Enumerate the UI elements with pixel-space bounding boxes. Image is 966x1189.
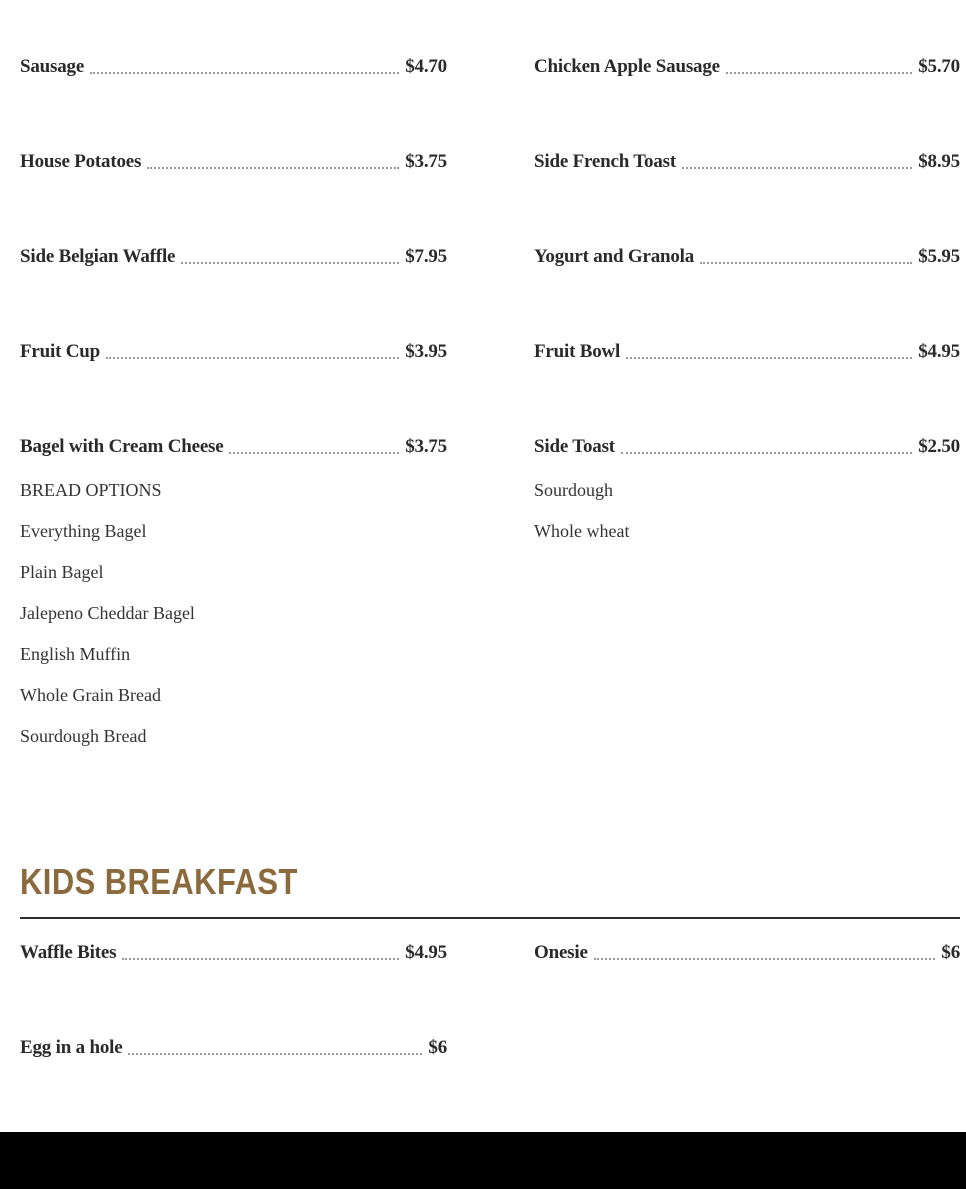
bread-option: Everything Bagel [20, 521, 147, 541]
item-name: Onesie [534, 942, 588, 963]
item-name: Side Toast [534, 436, 615, 457]
kids-left-column [20, 0, 447, 1080]
menu-item [20, 938, 447, 964]
section-title-kids-breakfast: KIDS BREAKFAST [20, 861, 298, 902]
dot-leader [122, 958, 399, 960]
bread-option: English Muffin [20, 644, 131, 664]
toast-option: Sourdough [534, 480, 614, 500]
item-price: $8.95 [918, 151, 960, 172]
item-name: Side French Toast [534, 151, 676, 172]
footer-bar [0, 1132, 966, 1189]
item-price: $2.50 [918, 436, 960, 457]
item-name: Side Belgian Waffle [20, 246, 176, 267]
item-name: Yogurt and Granola [534, 246, 695, 267]
item-name: Waffle Bites [20, 942, 117, 963]
item-price: $3.75 [405, 151, 447, 172]
bread-option: Jalepeno Cheddar Bagel [20, 603, 195, 623]
item-price: $5.95 [918, 246, 960, 267]
bread-option: Plain Bagel [20, 562, 104, 582]
item-price: $4.95 [918, 341, 960, 362]
item-name: Chicken Apple Sausage [534, 56, 720, 77]
item-price: $4.95 [405, 942, 447, 963]
item-price: $7.95 [405, 246, 447, 267]
menu-item [534, 938, 960, 964]
item-name: Egg in a hole [20, 1037, 123, 1058]
item-name: Sausage [20, 56, 85, 77]
item-name: Fruit Cup [20, 341, 101, 362]
dot-leader [128, 1053, 422, 1055]
item-price: $6 [941, 942, 960, 963]
item-price: $4.70 [405, 56, 447, 77]
menu-item [20, 1033, 447, 1059]
bread-option: Whole Grain Bread [20, 685, 161, 705]
bread-option: Sourdough Bread [20, 726, 147, 746]
toast-option: Whole wheat [534, 521, 630, 541]
item-price: $3.75 [405, 436, 447, 457]
item-name: Fruit Bowl [534, 341, 621, 362]
dot-leader [594, 958, 936, 960]
kids-right-column [534, 0, 960, 980]
bread-options-heading: BREAD OPTIONS [20, 480, 162, 500]
item-price: $6 [428, 1037, 447, 1058]
item-name: Bagel with Cream Cheese [20, 436, 224, 457]
item-price: $3.95 [405, 341, 447, 362]
item-name: House Potatoes [20, 151, 142, 172]
item-price: $5.70 [918, 56, 960, 77]
